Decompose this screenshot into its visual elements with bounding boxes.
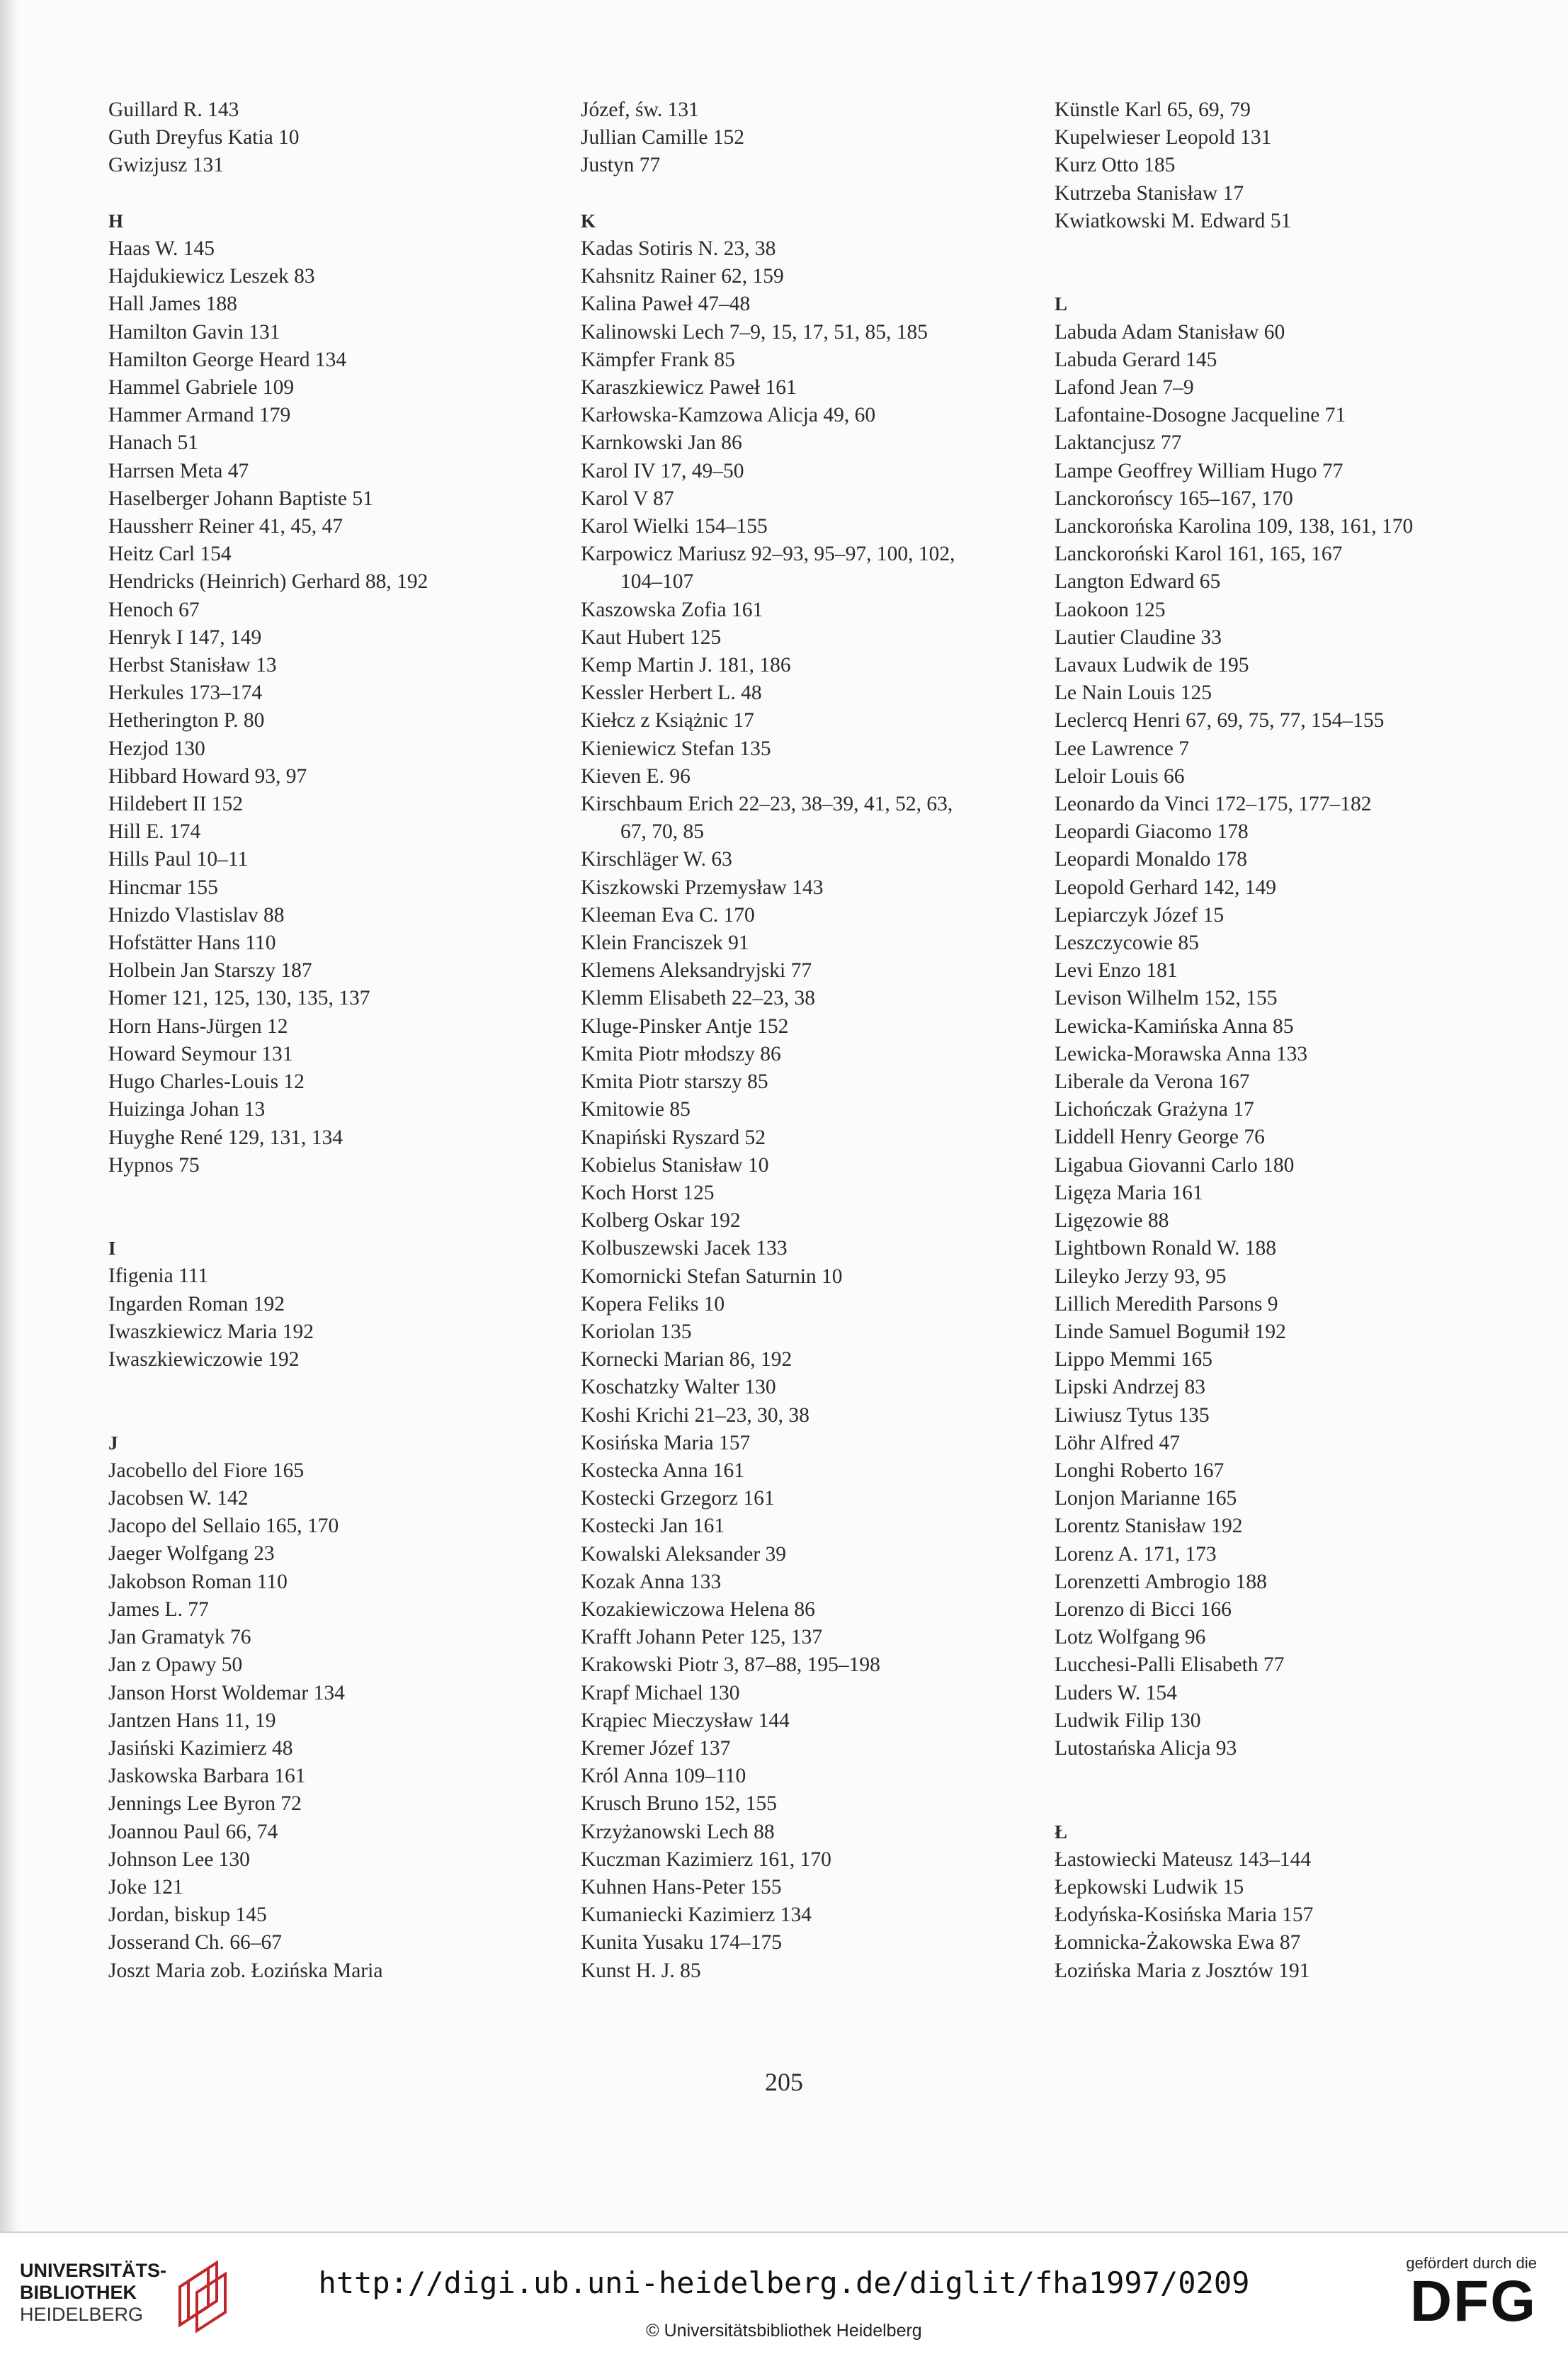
index-entry: Koriolan 135 — [581, 1320, 692, 1343]
letter-heading: L — [1055, 293, 1068, 315]
index-entry: Lanckorońska Karolina 109, 138, 161, 170 — [1055, 515, 1414, 538]
index-entry: Lillich Meredith Parsons 9 — [1055, 1292, 1278, 1316]
index-entry: Kowalski Aleksander 39 — [581, 1542, 787, 1566]
index-entry: Liddell Henry George 76 — [1055, 1126, 1265, 1149]
funder-caption: gefördert durch die — [1406, 2254, 1537, 2272]
index-entry: Huizinga Johan 13 — [108, 1098, 266, 1121]
index-entry: Lewicka-Morawska Anna 133 — [1055, 1042, 1308, 1065]
index-entry: Labuda Adam Stanisław 60 — [1055, 320, 1285, 344]
index-entry: Lanckorońscy 165–167, 170 — [1055, 487, 1293, 510]
index-entry: Hypnos 75 — [108, 1153, 200, 1177]
index-entry: Kunita Yusaku 174–175 — [581, 1931, 783, 1954]
index-entry: Horn Hans-Jürgen 12 — [108, 1014, 288, 1038]
index-entry: Ligęzowie 88 — [1055, 1209, 1169, 1233]
index-entry: Hammel Gabriele 109 — [108, 376, 295, 400]
index-entry: Kalinowski Lech 7–9, 15, 17, 51, 85, 185 — [581, 320, 928, 344]
index-entry: Koch Horst 125 — [581, 1181, 715, 1204]
index-entry: Heitz Carl 154 — [108, 543, 232, 566]
index-entry: Hnizdo Vlastislav 88 — [108, 903, 285, 927]
index-entry: Lorenzetti Ambrogio 188 — [1055, 1570, 1267, 1593]
index-entry: Leopardi Monaldo 178 — [1055, 848, 1247, 871]
index-entry: Łodyńska-Kosińska Maria 157 — [1055, 1903, 1314, 1927]
index-entry: Kaszowska Zofia 161 — [581, 598, 763, 621]
index-entry: Hugo Charles-Louis 12 — [108, 1070, 305, 1094]
index-entry: Kwiatkowski M. Edward 51 — [1055, 209, 1292, 232]
index-entry: Le Nain Louis 125 — [1055, 681, 1212, 705]
index-entry: Kieniewicz Stefan 135 — [581, 737, 771, 760]
dfg-funding-logo — [1374, 2254, 1537, 2346]
index-entry: Lippo Memmi 165 — [1055, 1348, 1212, 1371]
spine-shadow — [0, 0, 18, 2231]
index-entry: Kalina Paweł 47–48 — [581, 293, 751, 316]
index-entry: Kuczman Kazimierz 161, 170 — [581, 1848, 831, 1871]
index-entry: Lautier Claudine 33 — [1055, 626, 1222, 649]
index-entry: Kahsnitz Rainer 62, 159 — [581, 265, 784, 288]
index-entry: Jacopo del Sellaio 165, 170 — [108, 1515, 339, 1538]
index-entry: Karol IV 17, 49–50 — [581, 459, 744, 482]
index-entry: Łastowiecki Mateusz 143–144 — [1055, 1848, 1312, 1871]
dfg-logo-text: DFG — [1409, 2269, 1537, 2333]
index-entry: Łomnicka-Żakowska Ewa 87 — [1055, 1931, 1301, 1954]
index-entry: Krusch Bruno 152, 155 — [581, 1792, 777, 1816]
index-entry: Lafond Jean 7–9 — [1055, 376, 1194, 399]
index-entry: Kluge-Pinsker Antje 152 — [581, 1014, 789, 1038]
index-entry: Leopardi Giacomo 178 — [1055, 820, 1249, 844]
index-entry: Ligęza Maria 161 — [1055, 1181, 1203, 1204]
index-entry: Kadas Sotiris N. 23, 38 — [581, 237, 776, 260]
index-entry: Ligabua Giovanni Carlo 180 — [1055, 1153, 1295, 1177]
index-column-2 — [581, 96, 1034, 1985]
index-entry: Lafontaine-Dosogne Jacqueline 71 — [1055, 404, 1346, 427]
index-entry: Hofstätter Hans 110 — [108, 932, 276, 955]
index-entry: Kornecki Marian 86, 192 — [581, 1348, 792, 1371]
index-entry: Künstle Karl 65, 69, 79 — [1055, 98, 1251, 121]
index-entry: Jasiński Kazimierz 48 — [108, 1736, 293, 1760]
blank-line — [1055, 263, 1508, 290]
letter-heading: Ł — [1055, 1821, 1068, 1843]
index-entry: Liwiusz Tytus 135 — [1055, 1403, 1210, 1427]
library-name-line-3: HEIDELBERG — [20, 2304, 144, 2325]
index-entry: Henoch 67 — [108, 598, 200, 621]
index-entry: Levi Enzo 181 — [1055, 959, 1178, 983]
index-entry: Karol Wielki 154–155 — [581, 515, 768, 538]
index-entry: Kiszkowski Przemysław 143 — [581, 876, 824, 899]
index-entry: Krafft Johann Peter 125, 137 — [581, 1626, 823, 1649]
index-entry: Kobielus Stanisław 10 — [581, 1153, 769, 1177]
index-entry: Leopold Gerhard 142, 149 — [1055, 876, 1276, 899]
index-entry: Lanckoroński Karol 161, 165, 167 — [1055, 543, 1343, 566]
index-entry: Leonardo da Vinci 172–175, 177–182 — [1055, 793, 1372, 816]
permalink-url[interactable]: http://digi.ub.uni-heidelberg.de/diglit/fha1997/0209 — [318, 2265, 1250, 2300]
index-entry: Kuhnen Hans-Peter 155 — [581, 1875, 782, 1899]
index-entry: Longhi Roberto 167 — [1055, 1459, 1225, 1482]
index-entry: Howard Seymour 131 — [108, 1042, 293, 1065]
index-entry: Kmitowie 85 — [581, 1098, 691, 1121]
letter-heading: I — [108, 1238, 116, 1260]
index-entry: Lucchesi-Palli Elisabeth 77 — [1055, 1653, 1285, 1677]
index-entry: Hibbard Howard 93, 97 — [108, 764, 307, 788]
index-entry: Laktancjusz 77 — [1055, 431, 1182, 455]
index-entry: Jakobson Roman 110 — [108, 1570, 288, 1593]
index-column-3 — [1055, 96, 1508, 1985]
index-entry: Leloir Louis 66 — [1055, 764, 1185, 788]
letter-heading: H — [108, 210, 124, 232]
index-column-1 — [108, 96, 562, 1985]
blank-line — [108, 1207, 562, 1235]
index-entry: Justyn 77 — [581, 154, 661, 177]
index-entry: Hamilton George Heard 134 — [108, 348, 347, 371]
index-entry: Krakowski Piotr 3, 87–88, 195–198 — [581, 1653, 880, 1677]
index-entry: Hezjod 130 — [108, 737, 205, 760]
index-entry: Laokoon 125 — [1055, 598, 1166, 621]
index-entry: Iwaszkiewiczowie 192 — [108, 1348, 300, 1371]
index-entry: Kmita Piotr starszy 85 — [581, 1070, 768, 1094]
index-entry: Łozińska Maria z Josztów 191 — [1055, 1959, 1310, 1982]
index-entry: Lepiarczyk Józef 15 — [1055, 903, 1225, 927]
index-entry: Haas W. 145 — [108, 237, 215, 260]
index-entry: Kessler Herbert L. 48 — [581, 681, 762, 705]
index-entry: Karol V 87 — [581, 487, 674, 510]
index-entry: Lightbown Ronald W. 188 — [1055, 1237, 1277, 1260]
index-entry: Henryk I 147, 149 — [108, 626, 262, 649]
index-entry: Jan Gramatyk 76 — [108, 1626, 251, 1649]
index-entry: Lotz Wolfgang 96 — [1055, 1626, 1206, 1649]
index-entry: Kutrzeba Stanisław 17 — [1055, 181, 1244, 205]
index-entry: Johnson Lee 130 — [108, 1848, 250, 1871]
index-entry: Lorenzo di Bicci 166 — [1055, 1597, 1232, 1621]
blank-line — [1055, 1790, 1508, 1818]
index-entry: Klein Franciszek 91 — [581, 932, 749, 955]
index-entry: Ingarden Roman 192 — [108, 1292, 285, 1316]
index-entry: Komornicki Stefan Saturnin 10 — [581, 1265, 843, 1288]
index-entry: Klemm Elisabeth 22–23, 38 — [581, 987, 816, 1010]
blank-line — [1055, 235, 1508, 263]
index-entry: Lutostańska Alicja 93 — [1055, 1736, 1237, 1760]
index-entry: Lileyko Jerzy 93, 95 — [1055, 1265, 1227, 1288]
index-entry: Haussherr Reiner 41, 45, 47 — [108, 515, 343, 538]
index-entry: Jaskowska Barbara 161 — [108, 1765, 306, 1788]
digitization-footer — [0, 2231, 1568, 2359]
index-entry: Kieven E. 96 — [581, 764, 691, 788]
index-entry: Kopera Feliks 10 — [581, 1292, 725, 1316]
index-entry: Kolberg Oskar 192 — [581, 1209, 741, 1233]
index-entry: Guth Dreyfus Katia 10 — [108, 126, 300, 149]
index-entry: Joszt Maria zob. Łozińska Maria — [108, 1959, 383, 1982]
library-name-line-2: BIBLIOTHEK — [20, 2282, 137, 2303]
index-entry: Lee Lawrence 7 — [1055, 737, 1189, 760]
blank-line — [581, 180, 1034, 208]
index-entry: Karnkowski Jan 86 — [581, 431, 742, 455]
index-entry: Jacobello del Fiore 165 — [108, 1459, 305, 1482]
index-entry-continuation: 67, 70, 85 — [620, 820, 704, 844]
index-entry: Ludwik Filip 130 — [1055, 1709, 1201, 1732]
index-entry: Hanach 51 — [108, 431, 198, 455]
index-entry: Guillard R. 143 — [108, 98, 239, 121]
index-entry: Krzyżanowski Lech 88 — [581, 1820, 775, 1843]
index-entry: Jaeger Wolfgang 23 — [108, 1542, 275, 1566]
index-entry: Klemens Aleksandryjski 77 — [581, 959, 812, 983]
index-entry: Karłowska-Kamzowa Alicja 49, 60 — [581, 404, 876, 427]
letter-heading: K — [581, 210, 596, 232]
index-entry: Iwaszkiewicz Maria 192 — [108, 1320, 314, 1343]
index-entry: Janson Horst Woldemar 134 — [108, 1681, 345, 1704]
index-entry: Leszczycowie 85 — [1055, 932, 1199, 955]
index-entry: Lorentz Stanisław 192 — [1055, 1515, 1243, 1538]
index-entry: Hammer Armand 179 — [108, 404, 291, 427]
index-entry: Kozak Anna 133 — [581, 1570, 722, 1593]
index-entry: Kemp Martin J. 181, 186 — [581, 654, 791, 677]
index-entry: Joke 121 — [108, 1875, 183, 1899]
index-entry: Ifigenia 111 — [108, 1265, 209, 1288]
index-entry: Josserand Ch. 66–67 — [108, 1931, 283, 1954]
index-entry: Hall James 188 — [108, 293, 237, 316]
index-entry: Karpowicz Mariusz 92–93, 95–97, 100, 102, — [581, 543, 955, 566]
index-entry: Lavaux Ludwik de 195 — [1055, 654, 1249, 677]
index-entry: Herkules 173–174 — [108, 681, 263, 705]
index-entry: Hills Paul 10–11 — [108, 848, 249, 871]
index-entry: Lonjon Marianne 165 — [1055, 1487, 1237, 1510]
index-entry: Koschatzky Walter 130 — [581, 1376, 776, 1399]
index-entry: Król Anna 109–110 — [581, 1765, 746, 1788]
index-entry: Hildebert II 152 — [108, 793, 244, 816]
copyright-notice: © Universitätsbibliothek Heidelberg — [646, 2321, 922, 2341]
index-entry: Hendricks (Heinrich) Gerhard 88, 192 — [108, 570, 428, 594]
index-entry: Hetherington P. 80 — [108, 709, 265, 732]
blank-line — [108, 1401, 562, 1429]
index-entry: Kostecki Jan 161 — [581, 1515, 725, 1538]
index-entry: Karaszkiewicz Paweł 161 — [581, 376, 797, 400]
index-entry: Kolbuszewski Jacek 133 — [581, 1237, 788, 1260]
index-entry: Kiełcz z Książnic 17 — [581, 709, 754, 732]
index-entry: Jan z Opawy 50 — [108, 1653, 243, 1677]
index-entry: Leclercq Henri 67, 69, 75, 77, 154–155 — [1055, 709, 1385, 732]
index-entry: Gwizjusz 131 — [108, 154, 225, 177]
index-entry: Harrsen Meta 47 — [108, 459, 249, 482]
letter-heading: J — [108, 1432, 118, 1454]
index-entry: Lewicka-Kamińska Anna 85 — [1055, 1014, 1294, 1038]
index-entry: Kosińska Maria 157 — [581, 1431, 751, 1454]
index-entry: Łepkowski Ludwik 15 — [1055, 1875, 1244, 1899]
index-entry: Löhr Alfred 47 — [1055, 1431, 1180, 1454]
index-entry: James L. 77 — [108, 1597, 209, 1621]
index-entry: Levison Wilhelm 152, 155 — [1055, 987, 1278, 1010]
index-entry: Hajdukiewicz Leszek 83 — [108, 265, 315, 288]
index-entry: Labuda Gerard 145 — [1055, 348, 1217, 371]
index-entry: Lampe Geoffrey William Hugo 77 — [1055, 459, 1343, 482]
index-entry: Koshi Krichi 21–23, 30, 38 — [581, 1403, 809, 1427]
index-entry: Krąpiec Mieczysław 144 — [581, 1709, 790, 1732]
index-entry: Kostecka Anna 161 — [581, 1459, 745, 1482]
index-entry: Kunst H. J. 85 — [581, 1959, 701, 1982]
index-entry: Kupelwieser Leopold 131 — [1055, 126, 1272, 149]
index-entry: Homer 121, 125, 130, 135, 137 — [108, 987, 370, 1010]
index-entry: Kirschbaum Erich 22–23, 38–39, 41, 52, 63, — [581, 793, 953, 816]
blank-line — [108, 1180, 562, 1207]
index-entry: Knapiński Ryszard 52 — [581, 1126, 766, 1149]
index-entry: Jennings Lee Byron 72 — [108, 1792, 302, 1816]
index-entry: Kostecki Grzegorz 161 — [581, 1487, 775, 1510]
index-entry: Liberale da Verona 167 — [1055, 1070, 1250, 1094]
index-entry: Lipski Andrzej 83 — [1055, 1376, 1206, 1399]
index-entry: Kmita Piotr młodszy 86 — [581, 1042, 781, 1065]
index-entry: Jantzen Hans 11, 19 — [108, 1709, 276, 1732]
index-entry: Hill E. 174 — [108, 820, 201, 844]
index-entry: Joannou Paul 66, 74 — [108, 1820, 278, 1843]
index-entry: Huyghe René 129, 131, 134 — [108, 1126, 343, 1149]
index-entry: Lorenz A. 171, 173 — [1055, 1542, 1217, 1566]
index-entry: Kleeman Eva C. 170 — [581, 903, 755, 927]
index-entry: Kirschläger W. 63 — [581, 848, 732, 871]
library-name-line-1: UNIVERSITÄTS- — [20, 2260, 167, 2281]
index-entry: Hamilton Gavin 131 — [108, 320, 280, 344]
page-number: 205 — [765, 2068, 803, 2096]
index-entry: Hincmar 155 — [108, 876, 218, 899]
index-entry: Kumaniecki Kazimierz 134 — [581, 1903, 812, 1927]
index-entry: Lichończak Grażyna 17 — [1055, 1098, 1254, 1121]
index-entry: Luders W. 154 — [1055, 1681, 1177, 1704]
index-entry: Linde Samuel Bogumił 192 — [1055, 1320, 1286, 1343]
index-entry: Krapf Michael 130 — [581, 1681, 740, 1704]
blank-line — [108, 1374, 562, 1401]
index-entry: Kämpfer Frank 85 — [581, 348, 735, 371]
index-entry: Haselberger Johann Baptiste 51 — [108, 487, 373, 510]
index-entry-continuation: 104–107 — [620, 570, 694, 594]
index-entry: Jordan, biskup 145 — [108, 1903, 267, 1927]
index-entry: Langton Edward 65 — [1055, 570, 1221, 594]
blank-line — [1055, 1763, 1508, 1790]
index-entry: Jacobsen W. 142 — [108, 1487, 249, 1510]
index-entry: Kaut Hubert 125 — [581, 626, 722, 649]
index-entry: Holbein Jan Starszy 187 — [108, 959, 312, 983]
index-entry: Herbst Stanisław 13 — [108, 654, 277, 677]
index-entry: Jullian Camille 152 — [581, 126, 745, 149]
index-entry: Kozakiewiczowa Helena 86 — [581, 1597, 815, 1621]
blank-line — [108, 180, 562, 208]
index-entry: Kurz Otto 185 — [1055, 154, 1176, 177]
index-entry: Kremer Józef 137 — [581, 1736, 731, 1760]
index-entry: Józef, św. 131 — [581, 98, 699, 121]
